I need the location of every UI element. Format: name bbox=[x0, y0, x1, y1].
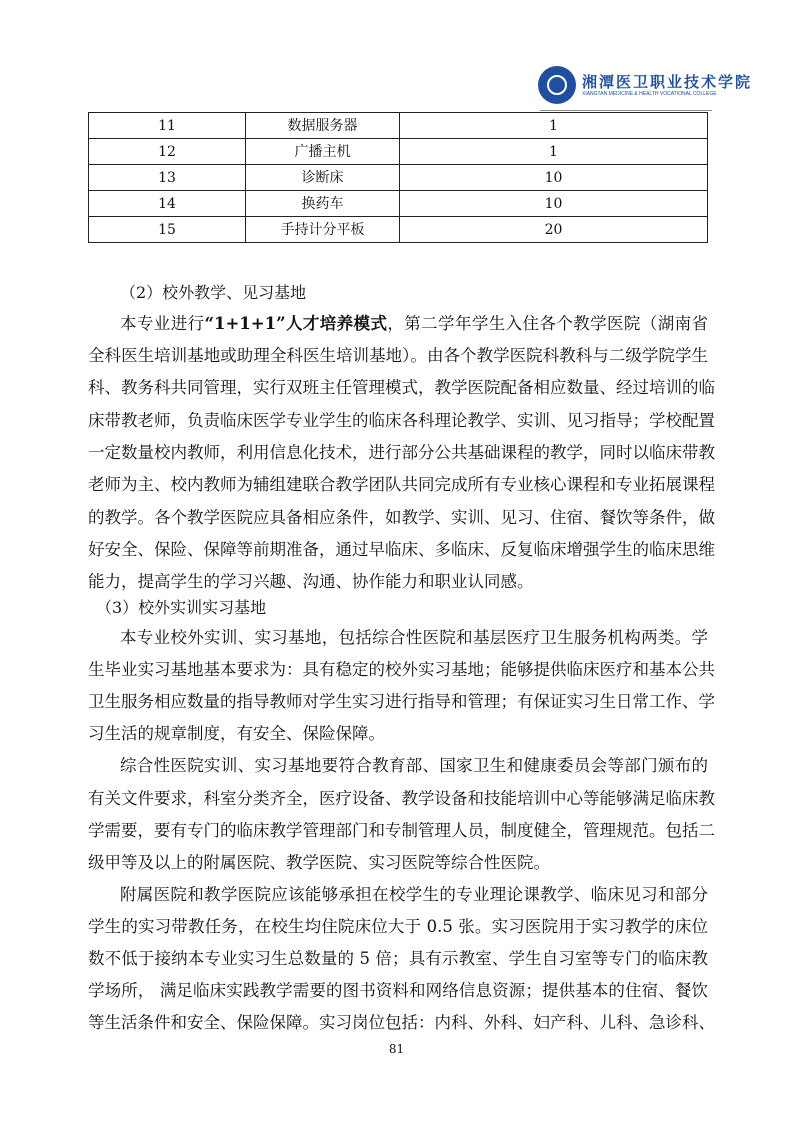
text-line: 级甲等及以上的附属医院、教学医院、实习医院等综合性医院。 bbox=[88, 852, 550, 872]
text-line: 能力，提高学生的学习兴趣、沟通、协作能力和职业认同感。 bbox=[88, 572, 534, 592]
row-number: 13 bbox=[89, 165, 246, 191]
text-span: 本专业进行 bbox=[120, 314, 205, 333]
text-line: 卫生服务相应数量的指导教师对学生实习进行指导和管理；有保证实习生日常工作、学 bbox=[88, 692, 715, 712]
text-line: 数不低于接纳本专业实习生总数量的 5 倍；具有示教室、学生自习室等专门的临床教 bbox=[88, 949, 708, 968]
equipment-quantity: 10 bbox=[400, 191, 708, 217]
college-seal-icon bbox=[538, 66, 576, 104]
row-number: 12 bbox=[89, 139, 246, 165]
equipment-name: 手持计分平板 bbox=[246, 217, 400, 243]
paragraph-lead-line bbox=[120, 313, 708, 335]
logo-text bbox=[582, 73, 752, 98]
equipment-quantity: 1 bbox=[400, 139, 708, 165]
text-line: 好安全、保险、保障等前期准备，通过早临床、多临床、反复临床增强学生的临床思维 bbox=[88, 539, 715, 559]
text-line: 科、教务科共同管理，实行双班主任管理模式，教学医院配备相应数量、经过培训的临 bbox=[88, 378, 715, 398]
text-line: 生毕业实习基地基本要求为：具有稳定的校外实习基地；能够提供临床医疗和基本公共 bbox=[88, 660, 715, 680]
row-number: 14 bbox=[89, 191, 246, 217]
equipment-name: 换药车 bbox=[246, 191, 400, 217]
equipment-quantity: 1 bbox=[400, 113, 708, 139]
text-line: 学场所， 满足临床实践教学需要的图书资料和网络信息资源；提供基本的住宿、餐饮 bbox=[88, 981, 708, 1001]
equipment-name: 诊断床 bbox=[246, 165, 400, 191]
logo-chinese-name: 湘潭医卫职业技术学院 bbox=[582, 72, 753, 91]
college-logo bbox=[538, 66, 752, 104]
equipment-table bbox=[88, 112, 708, 243]
text-line: 综合性医院实训、实习基地要符合教育部、国家卫生和健康委员会等部门颁布的 bbox=[120, 756, 708, 776]
page-number: 81 bbox=[388, 1042, 405, 1056]
header-divider bbox=[540, 110, 712, 111]
text-line: 床带教老师，负责临床医学专业学生的临床各科理论教学、实训、见习指导；学校配置 bbox=[88, 410, 715, 430]
equipment-name: 广播主机 bbox=[246, 139, 400, 165]
section-heading: （2）校外教学、见习基地 bbox=[120, 283, 307, 302]
logo-english-name: XIANGTAN MEDICINE & HEALTH VOCATIONAL COLLEGE bbox=[582, 90, 717, 97]
table-row bbox=[89, 191, 708, 217]
row-number: 15 bbox=[89, 217, 246, 243]
text-line: 有关文件要求，科室分类齐全，医疗设备、教学设备和技能培训中心等能够满足临床教 bbox=[88, 788, 715, 808]
text-line: 学生的实习带教任务，在校生均住院床位大于 0.5 张。实习医院用于实习教学的床位 bbox=[88, 916, 708, 936]
section-heading: （3）校外实训实习基地 bbox=[96, 598, 267, 617]
text-line: 本专业校外实训、实习基地，包括综合性医院和基层医疗卫生服务机构两类。学 bbox=[120, 628, 708, 647]
text-line: 全科医生培训基地或助理全科医生培训基地）。由各个教学医院科教科与二级学院学生 bbox=[88, 346, 708, 365]
text-line: 老师为主、校内教师为辅组建联合教学团队共同完成所有专业核心课程和专业拓展课程 bbox=[88, 475, 715, 495]
text-line: 等生活条件和安全、保险保障。实习岗位包括：内科、外科、妇产科、儿科、急诊科、 bbox=[88, 1013, 715, 1033]
equipment-name: 数据服务器 bbox=[246, 113, 400, 139]
text-line: 一定数量校内教师，利用信息化技术，进行部分公共基础课程的教学，同时以临床带教 bbox=[88, 442, 715, 462]
bold-emphasis: “1+1+1”人才培养模式 bbox=[204, 314, 388, 333]
table-row bbox=[89, 165, 708, 191]
text-line: 学需要，要有专门的临床教学管理部门和专制管理人员，制度健全，管理规范。包括二 bbox=[88, 820, 715, 840]
text-line: 附属医院和教学医院应该能够承担在校学生的专业理论课教学、临床见习和部分 bbox=[120, 884, 708, 904]
table-row bbox=[89, 217, 708, 243]
text-line: 的教学。各个教学医院应具备相应条件，如教学、实训、见习、住宿、餐饮等条件，做 bbox=[88, 507, 715, 527]
table-row bbox=[89, 113, 708, 139]
row-number: 11 bbox=[89, 113, 246, 139]
equipment-quantity: 10 bbox=[400, 165, 708, 191]
text-span: ，第二学年学生入住各个教学医院（湖南省 bbox=[387, 314, 709, 333]
table-row bbox=[89, 139, 708, 165]
text-line: 习生活的规章制度，有安全、保险保障。 bbox=[88, 724, 385, 744]
equipment-quantity: 20 bbox=[400, 217, 708, 243]
